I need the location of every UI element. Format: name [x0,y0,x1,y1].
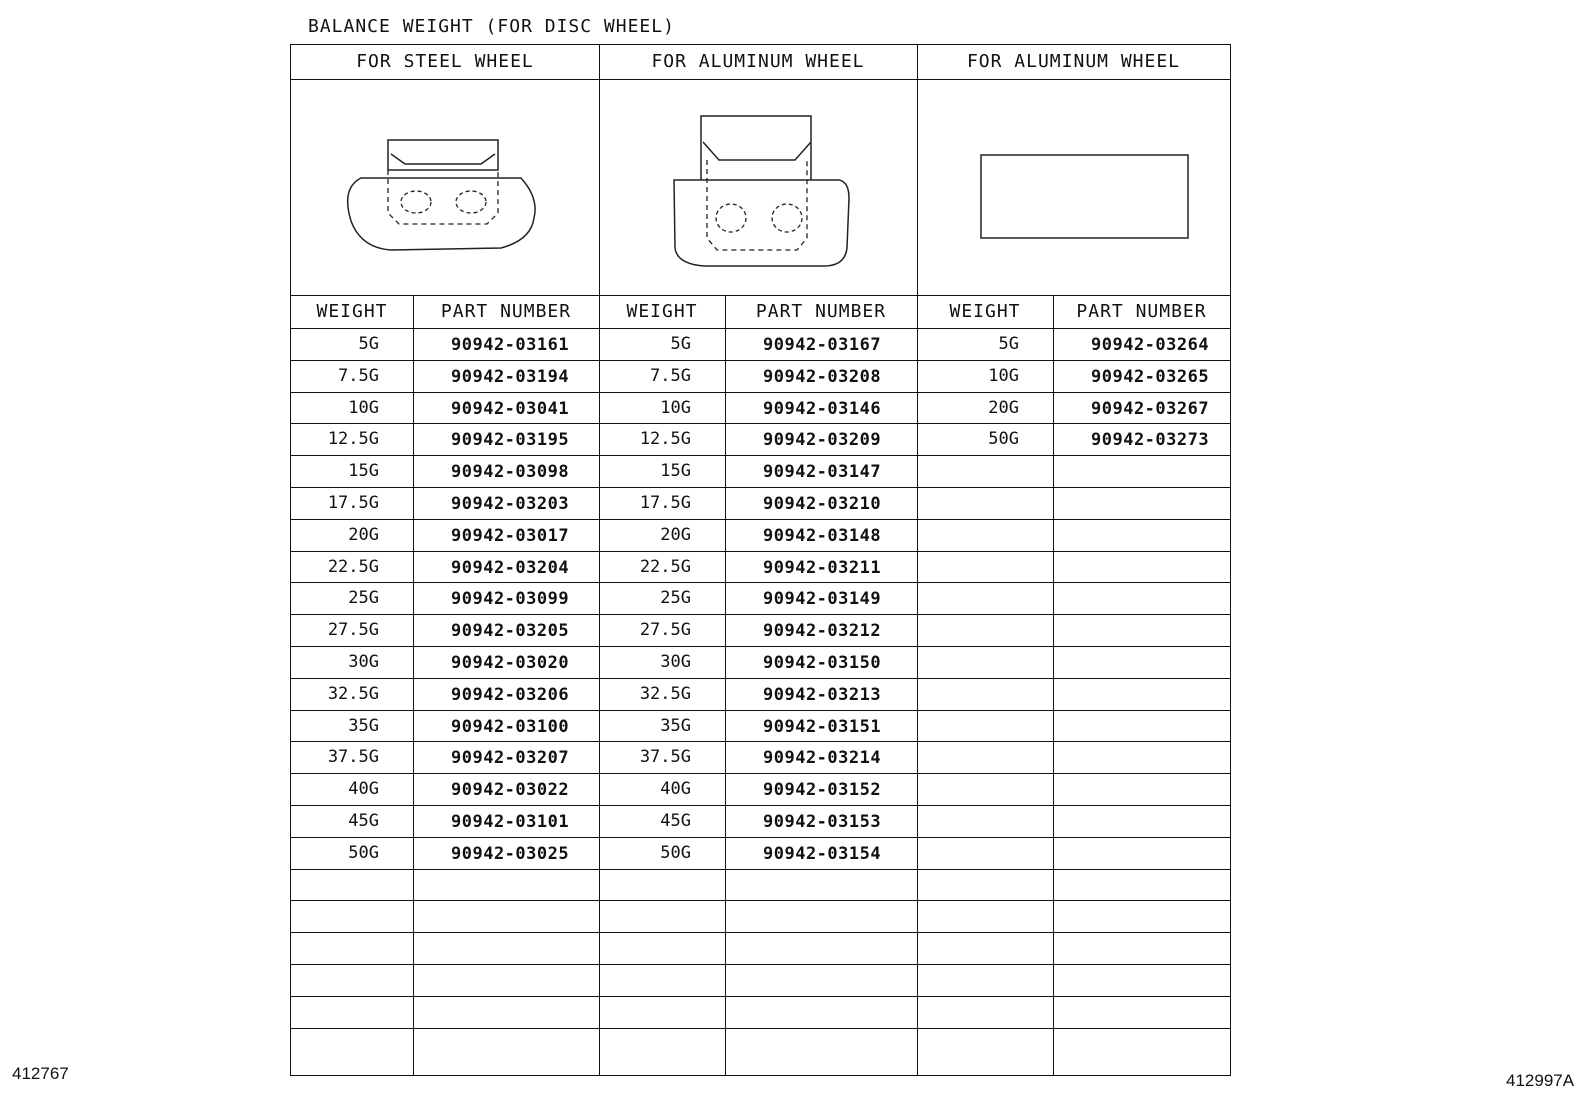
row-rule [291,710,1230,711]
weight-header: WEIGHT [316,301,388,322]
weight-header: WEIGHT [626,301,698,322]
weight-cell: 5G [670,334,691,354]
part-number-cell: 90942-03017 [451,525,570,546]
weight-cell: 35G [660,715,691,736]
weight-cell: 22.5G [639,556,691,577]
part-number-cell: 90942-03098 [451,462,570,483]
weight-cell: 15G [660,461,691,482]
row-rule [291,773,1230,774]
part-number-cell: 90942-03148 [763,525,882,546]
row-rule [291,487,1230,488]
subcolumn-rule [1053,295,1054,1075]
weight-cell: 7.5G [338,365,379,386]
row-rule [291,519,1230,520]
weight-cell: 7.5G [650,365,691,386]
figure-ref-right: 412997A [1506,1071,1575,1090]
weight-cell: 15G [348,461,379,482]
table-rule [291,328,1230,329]
part-number-cell: 90942-03022 [451,780,570,801]
weight-cell: 5G [998,334,1019,354]
part-number-cell: 90942-03161 [451,335,570,355]
part-number-cell: 90942-03267 [1091,398,1210,419]
weight-cell: 30G [348,652,379,672]
weight-cell: 40G [348,779,379,800]
page-title: BALANCE WEIGHT (FOR DISC WHEEL) [308,16,675,37]
row-rule [291,646,1230,647]
column-header-steel: FOR STEEL WHEEL [356,51,534,72]
part-number-cell: 90942-03101 [451,812,570,832]
column-rule [917,45,918,1075]
part-number-cell: 90942-03208 [763,366,882,387]
row-rule [291,360,1230,361]
row-rule [291,932,1230,933]
part-number-cell: 90942-03206 [451,684,570,705]
weight-cell: 25G [660,588,691,609]
weight-cell: 35G [348,715,379,736]
weight-cell: 37.5G [327,747,379,768]
weight-cell: 10G [988,365,1019,386]
weight-cell: 45G [660,811,691,831]
weight-cell: 20G [348,524,379,545]
part-number-cell: 90942-03167 [763,335,882,355]
part-number-cell: 90942-03020 [451,653,570,673]
part-number-cell: 90942-03214 [763,748,882,769]
weight-cell: 27.5G [639,620,691,641]
clip-on-balance-weight-aluminum-icon [599,78,917,295]
weight-cell: 10G [348,397,379,418]
weight-cell: 27.5G [327,620,379,641]
row-rule [291,741,1230,742]
row-rule [291,964,1230,965]
part-number-cell: 90942-03211 [763,557,882,578]
part-number-cell: 90942-03264 [1091,335,1210,355]
subcolumn-rule [725,295,726,1075]
part-number-cell: 90942-03100 [451,716,570,737]
part-number-cell: 90942-03146 [763,398,882,419]
weight-cell: 45G [348,811,379,831]
weight-cell: 5G [358,334,379,354]
weight-cell: 37.5G [639,747,691,768]
part-number-header: PART NUMBER [440,301,572,322]
weight-cell: 50G [348,842,379,863]
part-number-cell: 90942-03213 [763,684,882,705]
part-number-header: PART NUMBER [1076,301,1207,322]
part-number-cell: 90942-03151 [763,716,882,737]
column-header-aluminum-clip: FOR ALUMINUM WHEEL [651,51,865,72]
row-rule [291,678,1230,679]
part-number-cell: 90942-03149 [763,589,882,610]
weight-cell: 10G [660,397,691,418]
row-rule [291,614,1230,615]
row-rule [291,582,1230,583]
balance-weight-table [290,44,1231,1076]
row-rule [291,423,1230,424]
weight-cell: 12.5G [639,429,691,450]
weight-cell: 30G [660,652,691,672]
part-number-cell: 90942-03203 [451,494,570,514]
weight-cell: 32.5G [327,683,379,704]
part-number-cell: 90942-03150 [763,653,882,673]
figure-ref-left: 412767 [12,1064,69,1083]
weight-cell: 32.5G [639,683,691,704]
part-number-cell: 90942-03273 [1091,430,1210,451]
table-rule [291,295,1230,296]
row-rule [291,869,1230,870]
part-number-cell: 90942-03152 [763,780,882,801]
weight-cell: 25G [348,588,379,609]
row-rule [291,837,1230,838]
weight-cell: 20G [660,524,691,545]
part-number-cell: 90942-03212 [763,621,882,642]
table-rule [291,79,1230,80]
weight-header: WEIGHT [949,301,1021,322]
part-number-cell: 90942-03210 [763,494,882,514]
part-number-cell: 90942-03153 [763,812,882,832]
part-number-cell: 90942-03207 [451,748,570,769]
weight-cell: 20G [988,397,1019,418]
part-number-header: PART NUMBER [755,301,887,322]
weight-cell: 40G [660,779,691,800]
weight-cell: 50G [660,842,691,863]
row-rule [291,1028,1230,1029]
column-header-aluminum-adhesive: FOR ALUMINUM WHEEL [966,51,1181,72]
weight-cell: 17.5G [327,493,379,513]
part-number-cell: 90942-03194 [451,366,570,387]
part-number-cell: 90942-03099 [451,589,570,610]
part-number-cell: 90942-03205 [451,621,570,642]
weight-cell: 12.5G [327,429,379,450]
part-number-cell: 90942-03265 [1091,366,1210,387]
clip-on-balance-weight-icon [291,78,599,295]
weight-cell: 17.5G [639,493,691,513]
row-rule [291,805,1230,806]
row-rule [291,392,1230,393]
subcolumn-rule [413,295,414,1075]
part-number-cell: 90942-03041 [451,398,570,419]
part-number-cell: 90942-03204 [451,557,570,578]
part-number-cell: 90942-03195 [451,430,570,451]
part-number-cell: 90942-03147 [763,462,882,483]
row-rule [291,551,1230,552]
row-rule [291,900,1230,901]
row-rule [291,996,1230,997]
adhesive-balance-weight-icon [917,78,1230,295]
weight-cell: 50G [988,429,1019,450]
row-rule [291,455,1230,456]
part-number-cell: 90942-03025 [451,843,570,864]
part-number-cell: 90942-03154 [763,843,882,864]
part-number-cell: 90942-03209 [763,430,882,451]
weight-cell: 22.5G [327,556,379,577]
